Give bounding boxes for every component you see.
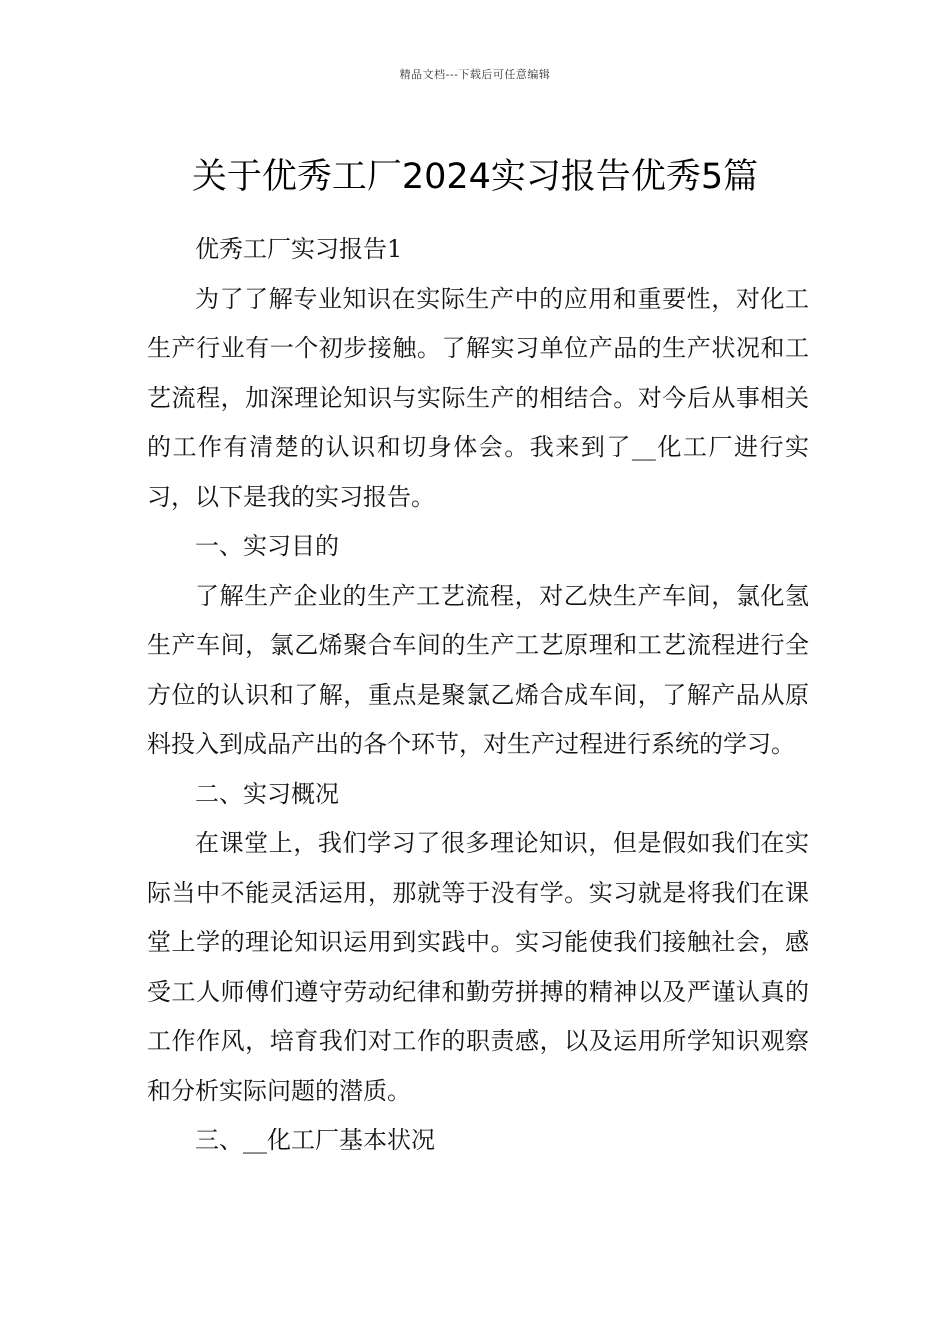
header-note: 精品文档---下载后可任意编辑 [399, 68, 551, 81]
paragraph-intro: 为了了解专业知识在实际生产中的应用和重要性，对化工生产行业有一个初步接触。了解实习单位产品的生产状况和工艺流程，加深理论知识与实际生产的相结合。对今后从事相关的工作有清楚的认识和切身体会。我来到了__化工厂进行实习，以下是我的实习报告。 [147, 284, 809, 511]
section-heading-purpose: 一、实习目的 [195, 532, 339, 560]
report-heading: 优秀工厂实习报告1 [195, 235, 403, 263]
document-title: 关于优秀工厂2024实习报告优秀5篇 [191, 157, 759, 198]
section-heading-factory: 三、__化工厂基本状况 [195, 1126, 435, 1154]
paragraph-purpose: 了解生产企业的生产工艺流程，对乙炔生产车间，氯化氢生产车间，氯乙烯聚合车间的生产工艺原理和工艺流程进行全方位的认识和了解，重点是聚氯乙烯合成车间，了解产品从原料投入到成品产出的各个环节，对生产过程进行系统的学习。 [147, 581, 809, 758]
document-body [147, 225, 809, 1166]
paragraph-overview: 在课堂上，我们学习了很多理论知识，但是假如我们在实际当中不能灵活运用，那就等于没有学。实习就是将我们在课堂上学的理论知识运用到实践中。实习能使我们接触社会，感受工人师傅们遵守劳动纪律和勤劳拼搏的精神以及严谨认真的工作作风，培育我们对工作的职责感，以及运用所学知识观察和分析实际问题的潜质。 [147, 829, 809, 1105]
section-heading-overview: 二、实习概况 [195, 779, 339, 808]
